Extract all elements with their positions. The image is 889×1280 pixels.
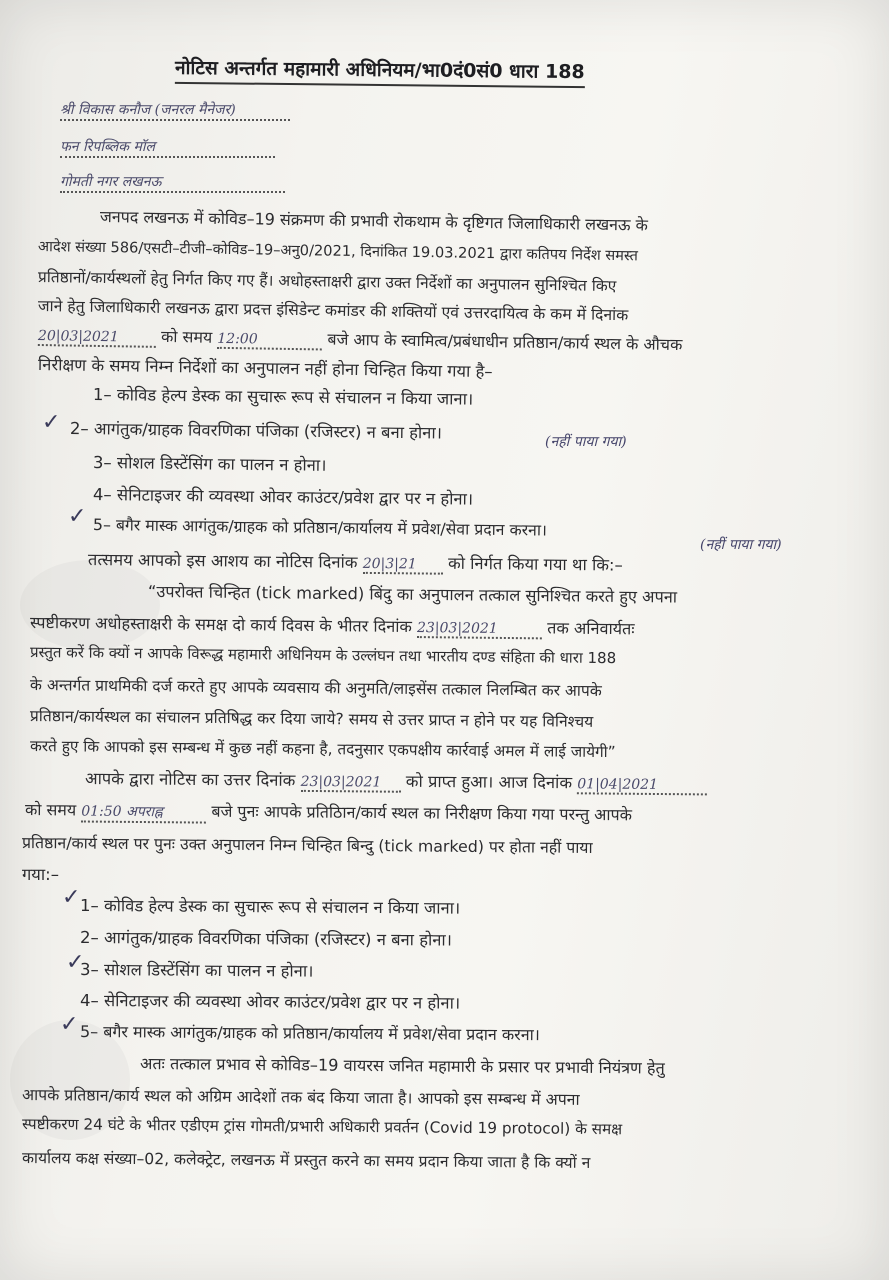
reply-received-date: 23|03|2021 xyxy=(301,774,401,793)
list2-item-5: 5– बगैर मास्क आगंतुक/ग्राहक को प्रतिष्ठान/कार्यालय में प्रवेश/सेवा प्रदान करना। xyxy=(79,1022,540,1045)
notice-date: 20|3|21 xyxy=(363,556,443,575)
para4-line-2: आपके प्रतिष्ठान/कार्य स्थल को अग्रिम आदेशों तक बंद किया जाता है। आपको इस सम्बन्ध में अपना xyxy=(21,1085,580,1109)
list1-item-5: 5– बगैर मास्क आगंतुक/ग्राहक को प्रतिष्ठान/कार्यालय में प्रवेश/सेवा प्रदान करना। xyxy=(92,515,548,540)
tick-mark-icon: ✓ xyxy=(66,950,85,975)
list1-item-3: 3– सोशल डिस्टेंसिंग का पालन न होना। xyxy=(92,453,327,475)
reply-deadline-date: 23|03|2021 xyxy=(417,620,542,639)
inspection-date: 20|03|2021 xyxy=(38,328,156,348)
list2-item-2: 2– आगंतुक/ग्राहक विवरणिका पंजिका (रजिस्टर) न बना होना। xyxy=(79,928,453,950)
address-line-3: गोमती नगर लखनऊ xyxy=(60,172,285,193)
list2-item-1: 1– कोविड हेल्प डेस्क का सुचारू रूप से संचालन न किया जाना। xyxy=(79,896,461,918)
handwritten-note: (नहीं पाया गया) xyxy=(545,434,627,450)
para1-line-3: प्रतिष्ठानों/कार्यस्थलों हेतु निर्गत किए गए हैं। अधोहस्ताक्षरी द्वारा उक्त निर्देशों का अनुपालन सुनिश्चित किए xyxy=(37,268,617,296)
list1-item-1: 1– कोविड हेल्प डेस्क का सुचारू रूप से संचालन न किया जाना। xyxy=(92,385,474,409)
quote-line-2: स्पष्टीकरण अधोहस्ताक्षरी के समक्ष दो कार्य दिवस के भीतर दिनांक 23|03|2021 तक अनिवार्यतः xyxy=(29,613,635,639)
para4-line-4: कार्यालय कक्ष संख्या–02, कलेक्ट्रेट, लखनऊ में प्रस्तुत करने का समय प्रदान किया जाता है कि क्यों न xyxy=(21,1149,591,1172)
para1-line-1: जनपद लखनऊ में कोविड–19 संक्रमण की प्रभावी रोकथाम के दृष्टिगत जिलाधिकारी लखनऊ के xyxy=(99,207,649,235)
quote-line-5: प्रतिष्ठान/कार्यस्थल का संचालन प्रतिषिद्ध कर दिया जाये? समय से उत्तर प्राप्त न होने पर यह विनिश्चय xyxy=(29,707,594,731)
quote-line-1: “उपरोक्त चिन्हित (tick marked) बिंदु का अनुपालन तत्काल सुनिश्चित करते हुए अपना xyxy=(147,582,678,607)
list1-item-4: 4– सेनिटाइजर की व्यवस्था ओवर काउंटर/प्रवेश द्वार पर न होना। xyxy=(92,485,474,509)
paper-stain xyxy=(20,560,160,650)
para3-line-3: प्रतिष्ठान/कार्य स्थल पर पुनः उक्त अनुपालन निम्न चिन्हित बिन्दु (tick marked) पर होता नहीं पाया xyxy=(21,833,593,857)
para4-line-1: अतः तत्काल प्रभाव से कोविड–19 वायरस जनित महामारी के प्रसार पर प्रभावी नियंत्रण हेतु xyxy=(139,1054,665,1078)
address-line-1: श्री विकास कनौज (जनरल मैनेजर) xyxy=(60,100,290,121)
para1-line-5: 20|03|2021 को समय 12:00 बजे आप के स्वामित्व/प्रबंधाधीन प्रतिष्ठान/कार्य स्थल के औचक xyxy=(37,326,683,355)
address-line-2: फन रिपब्लिक मॉल xyxy=(60,137,275,158)
list2-item-3: 3– सोशल डिस्टेंसिंग का पालन न होना। xyxy=(79,960,314,981)
reinspection-time: 01:50 अपराह्न xyxy=(81,801,206,823)
para3-line-4: गया:– xyxy=(22,865,59,884)
list1-item-2: 2– आगंतुक/ग्राहक विवरणिका पंजिका (रजिस्टर) न बना होना। xyxy=(69,419,443,443)
para3-line-2: को समय 01:50 अपराह्न बजे पुनः आपके प्रतिठिान/कार्य स्थल का निरीक्षण किया गया परन्तु आपके xyxy=(24,800,633,825)
tick-mark-icon: ✓ xyxy=(62,885,81,910)
para1-line-2: आदेश संख्या 586/एसटी–टीजी–कोविड–19–अनु0/2021, दिनांकित 19.03.2021 द्वारा कतिपय निर्देश समस्त xyxy=(37,238,639,265)
tick-mark-icon: ✓ xyxy=(60,1012,79,1037)
para1-line-6: निरीक्षण के समय निम्न निर्देशों का अनुपालन नहीं होना चिन्हित किया गया है– xyxy=(37,355,493,382)
list2-item-4: 4– सेनिटाइजर की व्यवस्था ओवर काउंटर/प्रवेश द्वार पर न होना। xyxy=(79,991,461,1013)
notice-title: नोटिस अन्तर्गत महामारी अधिनियम/भा0दं0सं0 धारा 188 xyxy=(175,54,585,88)
quote-line-3: प्रस्तुत करें कि क्यों न आपके विरूद्ध महामारी अधिनियम के उल्लंघन तथा भारतीय दण्ड संहिता की धारा 188 xyxy=(29,643,617,668)
quote-line-6: करते हुए कि आपको इस सम्बन्ध में कुछ नहीं कहना है, तदनुसार एकपक्षीय कार्रवाई अमल में लाई जायेगी” xyxy=(29,737,616,762)
para4-line-3: स्पष्टीकरण 24 घंटे के भीतर एडीएम ट्रांस गोमती/प्रभारी अधिकारी प्रवर्तन (Covid 19 protocol) के समक्ष xyxy=(21,1115,623,1139)
para2-line: तत्समय आपको इस आशय का नोटिस दिनांक 20|3|21 को निर्गत किया गया था कि:– xyxy=(87,550,623,575)
tick-mark-icon: ✓ xyxy=(68,504,87,529)
tick-mark-icon: ✓ xyxy=(42,410,61,435)
inspection-time: 12:00 xyxy=(217,331,322,351)
reinspection-date: 01|04|2021 xyxy=(577,776,707,795)
para1-line-4: जाने हेतु जिलाधिकारी लखनऊ द्वारा प्रदत्त इंसिडेन्ट कमांडर की शक्तियों एवं उत्तरदायित्व के कम में दिनांक xyxy=(37,296,629,325)
handwritten-note: (नहीं पाया गया) xyxy=(700,537,782,553)
quote-line-4: के अन्तर्गत प्राथमिकी दर्ज करते हुए आपके व्यवसाय की अनुमति/लाइसेंस तत्काल निलम्बित कर आपके xyxy=(29,676,602,700)
para3-line-1: आपके द्वारा नोटिस का उत्तर दिनांक 23|03|2021 को प्राप्त हुआ। आज दिनांक 01|04|2021 xyxy=(85,766,708,795)
